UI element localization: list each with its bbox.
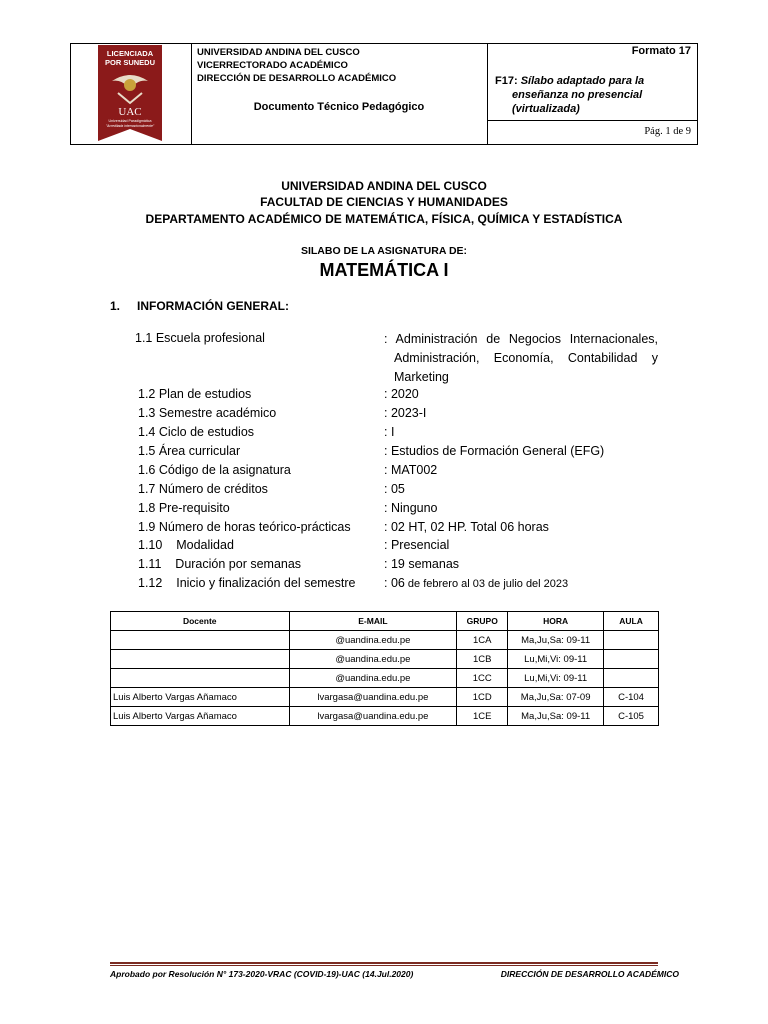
info-label: 1.5 Área curricular [138,444,241,458]
svg-text:POR SUNEDU: POR SUNEDU [104,58,156,67]
email-cell: lvargasa@uandina.edu.pe [289,707,457,726]
svg-text:"Acreditada internacionalmente: "Acreditada internacionalmente" [105,124,155,128]
info-label: 1.10 Modalidad [138,538,234,552]
format-title-line: Sílabo adaptado para la [520,75,645,87]
document-header [70,43,698,145]
teachers-table [110,611,659,726]
grupo-cell: 1CC [457,669,508,688]
svg-text:Universidad Paradigmática: Universidad Paradigmática [108,119,152,123]
university-title: UNIVERSIDAD ANDINA DEL CUSCO [281,179,487,193]
info-label: 1.7 Número de créditos [138,482,268,496]
footer-rule [110,965,658,966]
grupo-cell: 1CD [457,688,508,707]
aula-cell: C-104 [604,688,659,707]
silabo-label: SILABO DE LA ASIGNATURA DE: [300,245,468,257]
footer-resolution: Aprobado por Resolución N° 173-2020-VRAC (COVID-19)-UAC (14.Jul.2020) [110,969,414,979]
grupo-cell: 1CB [457,650,508,669]
format-title [495,74,695,116]
grupo-cell: 1CE [457,707,508,726]
svg-text:LICENCIADA: LICENCIADA [106,49,154,58]
docente-cell [111,631,290,650]
svg-text:UAC: UAC [118,106,142,118]
footer-direction: DIRECCIÓN DE DESARROLLO ACADÉMICO [500,969,679,979]
format-cell [487,44,697,144]
email-cell: @uandina.edu.pe [289,650,457,669]
table-header-row [111,612,659,631]
info-value: : Ninguno [384,501,438,515]
table-row [111,631,659,650]
course-title: MATEMÁTICA I [319,260,449,280]
email-cell: lvargasa@uandina.edu.pe [289,688,457,707]
section-title: INFORMACIÓN GENERAL: [137,299,289,313]
aula-cell: C-105 [604,707,659,726]
docente-cell: Luis Alberto Vargas Añamaco [111,688,290,707]
institution-line: UNIVERSIDAD ANDINA DEL CUSCO [197,47,360,58]
info-value: : 2023-I [384,406,427,420]
table-row [111,707,659,726]
info-value: : Estudios de Formación General (EFG) [384,444,605,458]
format-code: F17: [495,75,518,87]
footer-rule [110,962,658,964]
docente-cell: Luis Alberto Vargas Añamaco [111,707,290,726]
info-value: : Presencial [384,538,450,552]
hora-cell: Lu,Mi,Vi: 09-11 [508,650,604,669]
divider [487,120,697,121]
info-label: 1.12 Inicio y finalización del semestre [138,576,356,590]
aula-cell [604,631,659,650]
format-title-line: enseñanza no presencial [512,89,643,101]
info-label: 1.2 Plan de estudios [138,387,252,401]
hora-cell: Ma,Ju,Sa: 07-09 [508,688,604,707]
info-value: : I [384,425,395,439]
hora-cell: Ma,Ju,Sa: 09-11 [508,707,604,726]
aula-cell [604,669,659,688]
uac-logo [98,45,162,141]
hora-cell: Lu,Mi,Vi: 09-11 [508,669,604,688]
hora-cell: Ma,Ju,Sa: 09-11 [508,631,604,650]
format-title-line: (virtualizada) [512,103,580,115]
info-label: 1.3 Semestre académico [138,406,277,420]
info-label: 1.9 Número de horas teórico-prácticas [138,520,351,534]
institution-cell [191,44,488,144]
info-label: 1.4 Ciclo de estudios [138,425,255,439]
aula-cell [604,650,659,669]
info-value: : MAT002 [384,463,438,477]
table-row [111,650,659,669]
column-header: HORA [508,612,604,631]
info-label: 1.11 Duración por semanas [138,557,302,571]
institution-line: VICERRECTORADO ACADÉMICO [197,60,348,71]
institution-line: DIRECCIÓN DE DESARROLLO ACADÉMICO [197,73,397,84]
docente-cell [111,650,290,669]
email-cell: @uandina.edu.pe [289,631,457,650]
info-value: : 02 HT, 02 HP. Total 06 horas [384,520,549,534]
department-title: DEPARTAMENTO ACADÉMICO DE MATEMÁTICA, FÍSICA, QUÍMICA Y ESTADÍSTICA [145,212,623,226]
info-label: 1.8 Pre-requisito [138,501,230,515]
escuela-label: 1.1 Escuela profesional [135,331,265,345]
info-value [384,576,568,590]
institution-lines [197,46,396,85]
section-number: 1. [110,299,121,313]
email-cell: @uandina.edu.pe [289,669,457,688]
info-value-part: de febrero al 03 de julio del 2023 [404,578,569,590]
info-value-part: : 06 [384,576,405,590]
column-header: GRUPO [457,612,508,631]
faculty-title: FACULTAD DE CIENCIAS Y HUMANIDADES [260,195,508,209]
escuela-value: : Administración de Negocios Internacionales, Administración, Economía, Contabilidad y Marketing [384,332,658,384]
docente-cell [111,669,290,688]
table-row [111,669,659,688]
format-number: Formato 17 [631,45,691,57]
info-label: 1.6 Código de la asignatura [138,463,291,477]
info-value: : 2020 [384,387,419,401]
info-value: : 19 semanas [384,557,460,571]
info-value: : 05 [384,482,405,496]
grupo-cell: 1CA [457,631,508,650]
column-header: AULA [604,612,659,631]
document-type: Documento Técnico Pedagógico [253,101,425,113]
column-header: E-MAIL [289,612,457,631]
column-header: Docente [111,612,290,631]
table-row [111,688,659,707]
logo-cell [71,44,192,144]
page-number: Pág. 1 de 9 [644,126,691,137]
